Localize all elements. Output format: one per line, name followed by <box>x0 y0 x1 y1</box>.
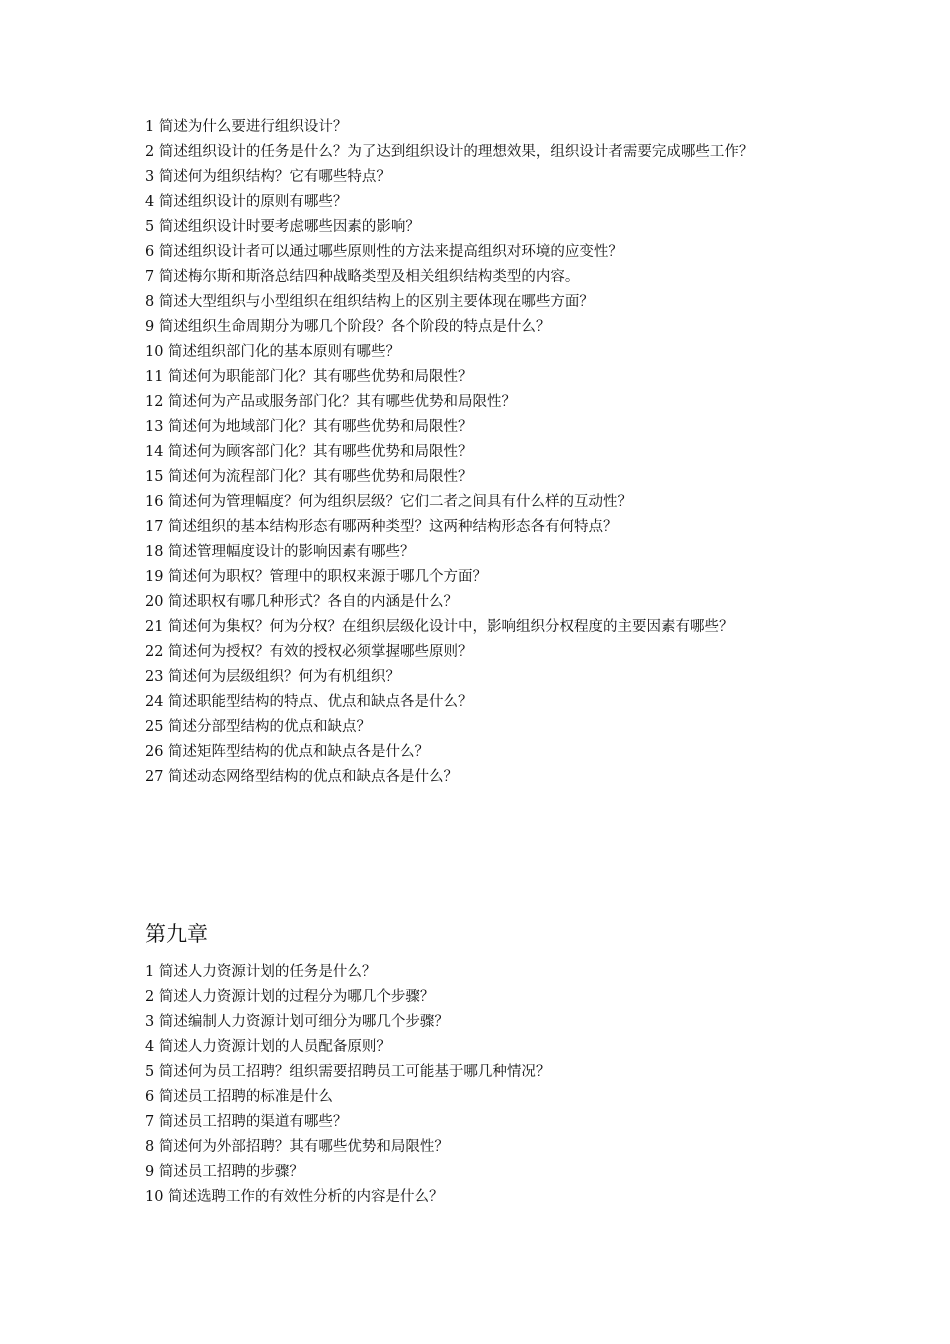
question-item: 14 简述何为顾客部门化？其有哪些优势和局限性？ <box>145 444 473 460</box>
question-item: 3 简述编制人力资源计划可细分为哪几个步骤？ <box>145 1014 449 1030</box>
question-item: 2 简述组织设计的任务是什么？为了达到组织设计的理想效果，组织设计者需要完成哪些工作？ <box>145 144 754 160</box>
question-item: 16 简述何为管理幅度？何为组织层级？它们二者之间具有什么样的互动性？ <box>145 494 633 510</box>
question-item: 8 简述大型组织与小型组织在组织结构上的区别主要体现在哪些方面？ <box>145 294 594 310</box>
question-item: 27 简述动态网络型结构的优点和缺点各是什么？ <box>145 769 459 785</box>
question-item: 18 简述管理幅度设计的影响因素有哪些？ <box>145 544 415 560</box>
question-item: 1 简述人力资源计划的任务是什么？ <box>145 964 377 980</box>
question-list-chapter-nine <box>145 960 820 1210</box>
question-item: 7 简述梅尔斯和斯洛总结四种战略类型及相关组织结构类型的内容。 <box>145 269 580 285</box>
question-item: 23 简述何为层级组织？何为有机组织？ <box>145 669 401 685</box>
question-item: 22 简述何为授权？有效的授权必须掌握哪些原则？ <box>145 644 473 660</box>
question-item: 26 简述矩阵型结构的优点和缺点各是什么？ <box>145 744 430 760</box>
question-item: 6 简述员工招聘的标准是什么 <box>145 1089 333 1105</box>
question-item: 4 简述人力资源计划的人员配备原则？ <box>145 1039 391 1055</box>
question-item: 25 简述分部型结构的优点和缺点？ <box>145 719 372 735</box>
question-item: 1 简述为什么要进行组织设计？ <box>145 119 348 135</box>
question-item: 15 简述何为流程部门化？其有哪些优势和局限性？ <box>145 469 473 485</box>
question-item: 17 简述组织的基本结构形态有哪两种类型？这两种结构形态各有何特点？ <box>145 519 618 535</box>
question-item: 9 简述员工招聘的步骤？ <box>145 1164 304 1180</box>
question-item: 9 简述组织生命周期分为哪几个阶段？各个阶段的特点是什么？ <box>145 319 551 335</box>
question-item: 10 简述选聘工作的有效性分析的内容是什么？ <box>145 1189 444 1205</box>
question-item: 13 简述何为地域部门化？其有哪些优势和局限性？ <box>145 419 473 435</box>
question-item: 8 简述何为外部招聘？其有哪些优势和局限性？ <box>145 1139 449 1155</box>
question-item: 19 简述何为职权？管理中的职权来源于哪几个方面？ <box>145 569 488 585</box>
question-item: 24 简述职能型结构的特点、优点和缺点各是什么？ <box>145 694 473 710</box>
chapter-heading: 第九章 <box>145 922 208 946</box>
question-item: 3 简述何为组织结构？它有哪些特点？ <box>145 169 391 185</box>
question-item: 10 简述组织部门化的基本原则有哪些？ <box>145 344 401 360</box>
question-item: 21 简述何为集权？何为分权？在组织层级化设计中，影响组织分权程度的主要因素有哪些？ <box>145 619 734 635</box>
question-list-chapter-eight <box>145 115 820 790</box>
question-item: 4 简述组织设计的原则有哪些？ <box>145 194 348 210</box>
question-item: 7 简述员工招聘的渠道有哪些？ <box>145 1114 348 1130</box>
question-item: 5 简述组织设计时要考虑哪些因素的影响？ <box>145 219 420 235</box>
question-item: 12 简述何为产品或服务部门化？其有哪些优势和局限性？ <box>145 394 517 410</box>
question-item: 20 简述职权有哪几种形式？各自的内涵是什么？ <box>145 594 459 610</box>
question-item: 6 简述组织设计者可以通过哪些原则性的方法来提高组织对环境的应变性？ <box>145 244 623 260</box>
question-item: 2 简述人力资源计划的过程分为哪几个步骤？ <box>145 989 435 1005</box>
question-item: 5 简述何为员工招聘？组织需要招聘员工可能基于哪几种情况？ <box>145 1064 551 1080</box>
question-item: 11 简述何为职能部门化？其有哪些优势和局限性？ <box>145 369 473 385</box>
